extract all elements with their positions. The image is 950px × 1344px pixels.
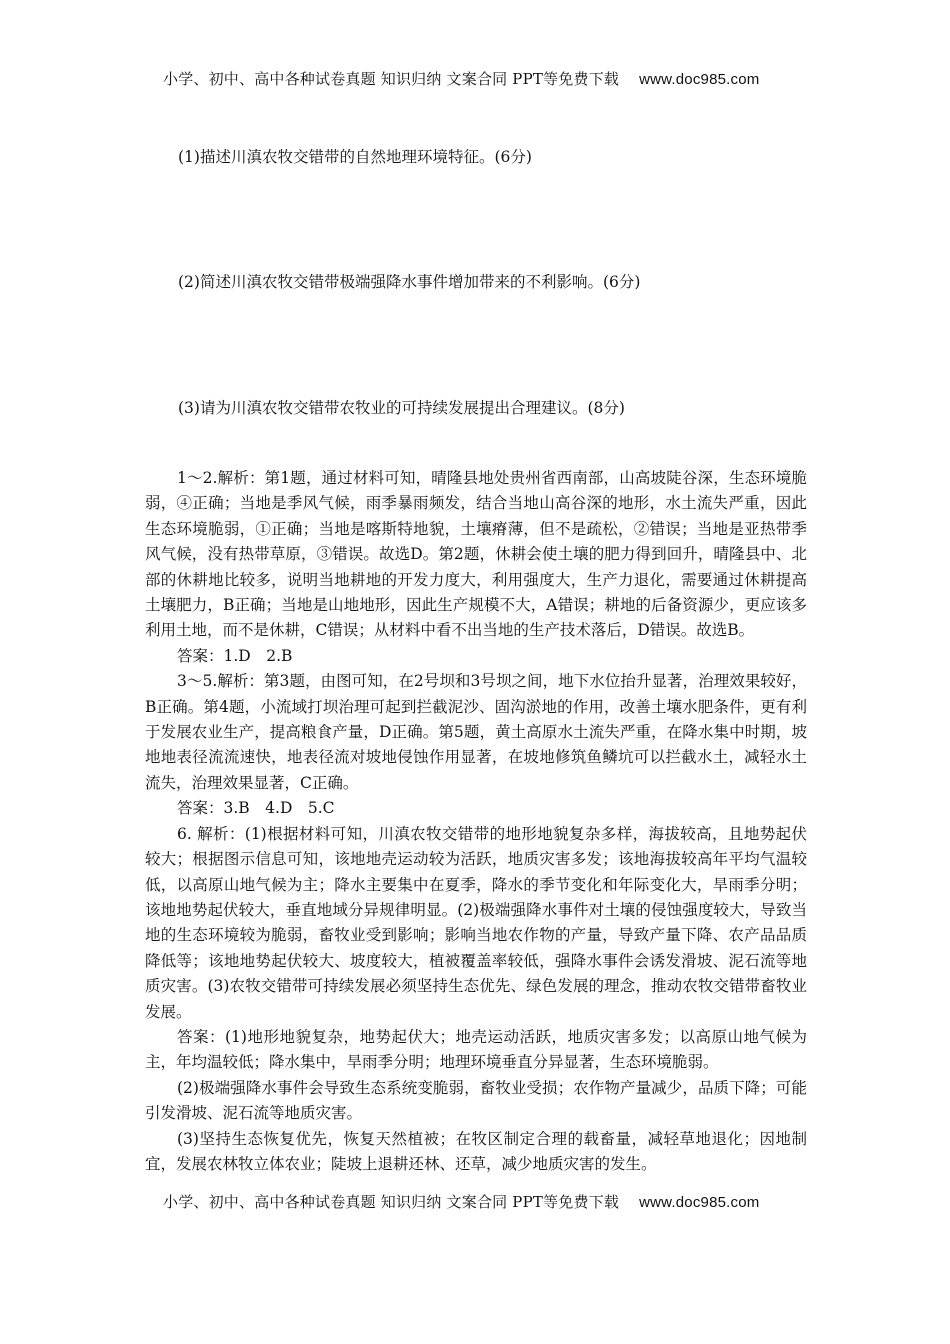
answer-key-6-1: 答案：(1)地形地貌复杂，地势起伏大；地壳运动活跃，地质灾害多发；以高原山地气候为主，年均温较低；降水集中，旱雨季分明；地理环境垂直分异显著，生态环境脆弱。	[145, 1027, 807, 1072]
answer-key-1-2: 答案：1.D 2.B	[177, 646, 293, 665]
analysis-6: 6. 解析：(1)根据材料可知，川滇农牧交错带的地形地貌复杂多样，海拔较高，且地势起伏较大；根据图示信息可知，该地地壳运动较为活跃，地质灾害多发；该地海拔较高年平均气温较低，以高原山地气候为主；降水主要集中在夏季，降水的季节变化和年际变化大，旱雨季分明；该地地势起伏较大，垂直地域分异规律明显。(2)极端强降水事件对土壤的侵蚀强度较大，导致当地的生态环境较为脆弱，畜牧业受到影响；影响当地农作物的产量，导致产量下降、农产品品质降低等；该地地势起伏较大、坡度较大，植被覆盖率较低，强降水事件会诱发滑坡、泥石流等地质灾害。(3)农牧交错带可持续发展必须坚持生态优先、绿色发展的理念，推动农牧交错带畜牧业发展。	[145, 824, 807, 1021]
page-footer	[163, 1191, 803, 1212]
page-header	[163, 68, 803, 89]
answer-key-6-2: (2)极端强降水事件会导致生态系统变脆弱，畜牧业受损；农作物产量减少，品质下降；可能引发滑坡、泥石流等地质灾害。	[145, 1078, 807, 1123]
answer-key-3-5: 答案：3.B 4.D 5.C	[177, 799, 335, 818]
analysis-1-2: 1～2.解析：第1题，通过材料可知，晴隆县地处贵州省西南部，山高坡陡谷深，生态环境脆弱，④正确；当地是季风气候，雨季暴雨频发，结合当地山高谷深的地形，水土流失严重，因此生态环境脆弱，①正确；当地是喀斯特地貌，土壤瘠薄，但不是疏松，②错误；当地是亚热带季风气候，没有热带草原，③错误。故选D。第2题，休耕会使土壤的肥力得到回升，晴隆县中、北部的休耕地比较多，说明当地耕地的开发力度大，利用强度大，生产力退化，需要通过休耕提高土壤肥力，B正确；当地是山地地形，因此生产规模不大，A错误；耕地的后备资源少，更应该多利用土地，而不是休耕，C错误；从材料中看不出当地的生产技术落后，D错误。故选B。	[145, 469, 807, 640]
answer-key-6-3: (3)坚持生态恢复优先，恢复天然植被；在牧区制定合理的载畜量，减轻草地退化；因地制宜，发展农林牧立体农业；陡坡上退耕还林、还草，减少地质灾害的发生。	[145, 1129, 807, 1173]
header-text: 小学、初中、高中各种试卷真题 知识归纳 文案合同 PPT等免费下载	[163, 70, 620, 88]
header-site-link[interactable]: www.doc985.com	[639, 71, 760, 88]
question-3: (3)请为川滇农牧交错带农牧业的可持续发展提出合理建议。(8分)	[178, 399, 625, 417]
footer-site-link[interactable]: www.doc985.com	[639, 1194, 760, 1211]
question-2: (2)简述川滇农牧交错带极端强降水事件增加带来的不利影响。(6分)	[178, 273, 641, 291]
footer-text: 小学、初中、高中各种试卷真题 知识归纳 文案合同 PPT等免费下载	[163, 1193, 620, 1211]
answer-section	[145, 466, 807, 1177]
question-1: (1)描述川滇农牧交错带的自然地理环境特征。(6分)	[178, 148, 532, 166]
analysis-3-5: 3～5.解析：第3题，由图可知，在2号坝和3号坝之间，地下水位抬升显著，治理效果较好，B正确。第4题，小流域打坝治理可起到拦截泥沙、固沟淤地的作用，改善土壤水肥条件，更有利于发展农业生产，提高粮食产量，D正确。第5题，黄土高原水土流失严重，在降水集中时期，坡地地表径流流速快，地表径流对坡地侵蚀作用显著，在坡地修筑鱼鳞坑可以拦截水土，减轻水土流失，治理效果显著，C正确。	[145, 672, 807, 792]
